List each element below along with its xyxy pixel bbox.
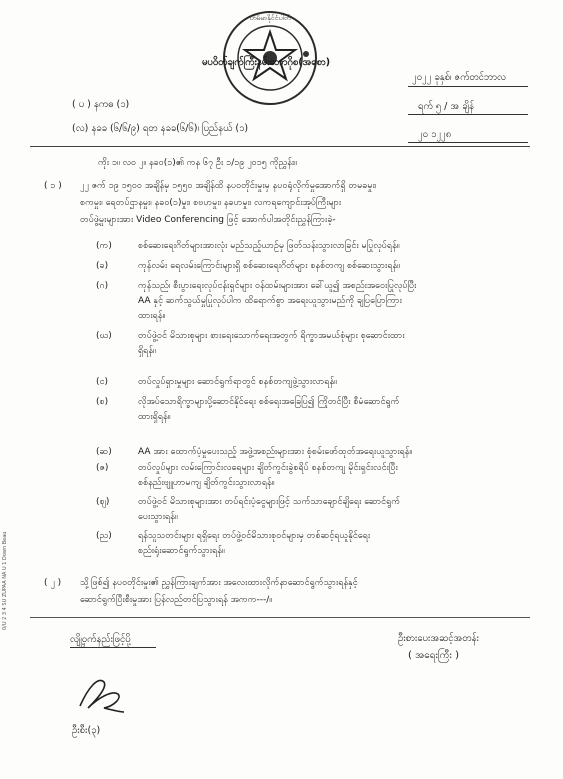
directive-text: ထားရှိရန်။ — [138, 412, 171, 422]
directive-number: (ဆ) — [96, 447, 112, 457]
directive-number: (င) — [96, 377, 109, 387]
directive-text: တပ်ဖွဲ့ဝင် မိသားစုများ စားရေးသောက်ရေးအတွက် ရိက္ခာအမယ်စုံများ စုဆောင်းထား — [138, 331, 405, 341]
directive-text: ကုန်သည်၊ စီးပွားရေးလုပ်ငန်းရှင်များ ဝန်ထမ်းများအား ခေါ်ယူ၍ အစည်းအဝေးပြုလုပ်ပြီး — [138, 281, 417, 291]
seal-text: ဟိမိမာနိုင်ငံပါတီ — [249, 14, 291, 22]
reference-subject: ကိုး ၁။ လဝ ၂။ နခဝ(၁)၏ ကန ၆၇ ဦး ၁/၁၉ ၂၀၁၅ ကိုညွှန်း။ — [98, 158, 297, 168]
directive-text: တပ်လှုပ်ရှားမှုများ ဆောင်ရွက်ရာတွင် စနစ်တကျဖွဲ့သွားလာရန်။ — [138, 377, 337, 387]
directive-number: (ဈ) — [96, 497, 110, 507]
divider — [30, 146, 530, 147]
directive-text: ထားရန်။ — [138, 311, 166, 321]
directive-text: စစ်နည်းဗျူဟာမကျ ချိတ်ကွင်းသွားလာရန်။ — [138, 478, 275, 488]
directive-text: စည်းရုံးဆောင်ရွက်သွားရန်။ — [138, 546, 225, 556]
paragraph-line: သို့ဖြစ်၍ နပဝတိုင်းမှုး၏ ညွှန်ကြားချက်အား အလေးထားလိုက်နာဆောင်ရွက်သွားရန်နှင့် — [80, 578, 358, 588]
paragraph-line: ၂၂ ဇက် ၁၉ ၁၅၀၀ အချိန်မှ ၁၅၅၀ အချိန်ထိ နပဝတိုင်းမှုးမှ နပဝရုံလိုက်မှုအောက်ရှိ တမခမှုး၊ — [80, 181, 377, 191]
delivery-method: လျို့ဝှက်နည်းဖြင့်ပို့ — [70, 634, 131, 645]
reference-number: ၂၀ ၁၂၂၈ — [418, 129, 452, 140]
directive-text: AA နှင့် ဆက်သွယ်မှုပြုလုပ်ပါက ထိရောက်စွာ အရေးယူသွားမည်ကို ချပြပြောကြား — [138, 296, 402, 306]
side-stamp: 0/U 2 3 4 SU ZUPAA NA U 1 Down Beau — [2, 531, 8, 630]
priority-label: ဦးစားပေးအဆင့်အတန်း — [398, 633, 479, 644]
directive-text: စစ်ဆေးရေးဂိတ်များအားလုံး မည်သည့်ယာဉ်မှ ဖြတ်သန်းသွားလာခြင်း မပြုလုပ်ရန်။ — [138, 241, 400, 251]
directive-number: (ဃ) — [96, 331, 112, 341]
directive-number: (ဂ) — [96, 281, 109, 291]
directive-text: ကုန်လမ်း ရေလမ်းကြောင်းများရှိ စစ်ဆေးရေးဂိတ်များ စနစ်တကျ စစ်ဆေးသွားရန်။ — [138, 261, 400, 271]
recipient-line: ( ပ ) နကဓ (၁) — [72, 99, 130, 110]
directive-text: လိုအပ်သောရိက္ခာများပို့ဆောင်နိုင်ရေး စစ်ရေးအခြေပြ၍ ကြိုတင်ပြီး စီမံဆောင်ရွက် — [138, 397, 400, 407]
issuer-name: ဦးစီး(၃) — [72, 725, 101, 736]
directive-text: တပ်လှုပ်များ လမ်းကြောင်းလရေများ ချိတ်ကွင်းခွဲစရိပ် စနစ်တကျ မိုင်းရှင်းလင်းပြီး — [138, 463, 398, 473]
paragraph-line: စကမှုး၊ ရေတပ်ဌာနမှုး၊ နခဝ(၁)မှုး၊ စဗဟမှုး၊ နခဟမှုး၊ လကရကျောင်းအုပ်ကြီးများ — [80, 198, 342, 208]
header-title: မပဝိတ်ချက်ကြီးနမ်းဘောဂိုစ(အစော) — [202, 57, 331, 68]
signature — [74, 668, 128, 718]
paragraph-number: ( ၂ ) — [44, 578, 62, 588]
priority-value: ( အရေးကြီး ) — [408, 650, 460, 661]
subject-line: (လ) နခခ (၆/၆/၉) ရတ နခခ(၆/၆)၊ ပြည်နယ် (၁) — [72, 123, 249, 134]
directive-text: AA အား ထောက်ပံ့မှုပေးသည့် အဖွဲ့အစည်းများအား စုံစမ်းဖော်ထုတ်အရေးယူသွားရန်။ — [138, 447, 413, 457]
directive-number: (ခ) — [96, 261, 109, 271]
directive-text: ရန်သူသတင်းများ ရရှိရေး တပ်ဖွဲ့ဝင်မိသားစုဝင်များမှ တစ်ဆင့်ရယူနိုင်ရေး — [138, 531, 371, 541]
directive-number: (က) — [96, 241, 112, 251]
directive-number: (စ) — [96, 397, 109, 407]
directive-text: ပေးသွားရန်။ — [138, 512, 178, 522]
reference-date: ရက် ၅ / အ ချိန် — [418, 101, 474, 112]
directive-number: (ဇ) — [96, 463, 109, 473]
directive-text: တပ်ဖွဲ့ဝင် မိသားစုများအား တပ်ရင်းပံ့ငွေများဖြင့် သက်သာချောင်ချိရေး ဆောင်ရွက် — [138, 497, 401, 507]
directive-text: ရှိရန်။ — [138, 346, 156, 356]
paragraph-line: တပ်ဖွဲ့မှုးများအား Video Conferencing ဖြင့် အောက်ပါအတိုင်းညွှန်ကြားခဲ့- — [80, 215, 336, 225]
directive-number: (ည) — [96, 531, 112, 541]
reference-year: ၂၀၂၂ ခုနှစ်၊ ဇက်တင်ဘာလ — [412, 72, 506, 83]
paragraph-line: ဆောင်ရွက်ပြီးစီးမှုအား ပြန်လည်တင်ပြသွားရန် အကက---/။ — [80, 595, 273, 605]
divider — [30, 617, 530, 618]
paragraph-number: ( ၁ ) — [44, 181, 62, 191]
